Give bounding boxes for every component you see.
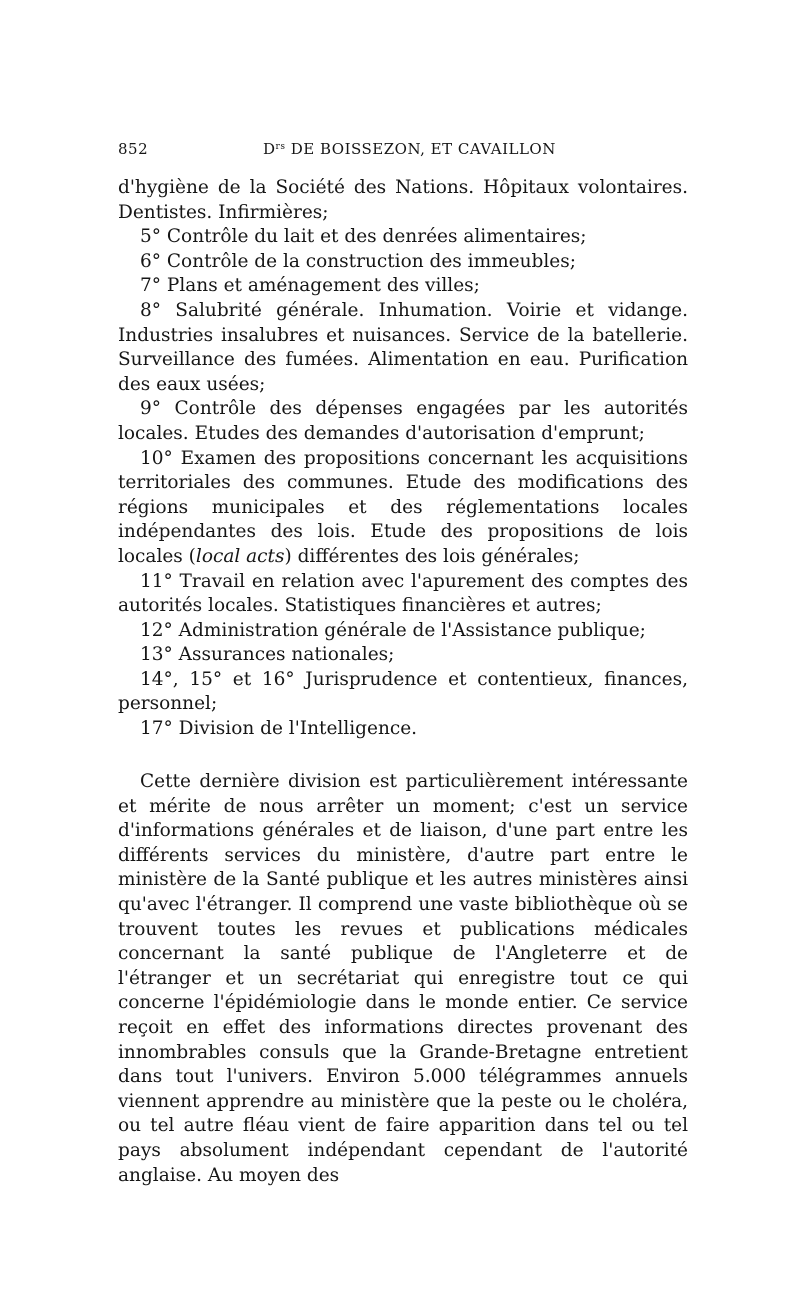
- list-item-12: 12° Administration générale de l'Assistance publique;: [140, 619, 646, 641]
- list-item-13: 13° Assurances nationales;: [140, 644, 395, 666]
- list-item-10-text: 10° Examen des propositions concernant les acquisitions territoriales des communes. Etude des modifications des régions municipales et des réglementations locales indépendantes des lois. Etude des propositions de lois locales (: [118, 447, 688, 567]
- list-item-10: [118, 447, 688, 570]
- body-paragraph: Cette dernière division est particulièrement intéressante et mérite de nous arrêter un moment; c'est un service d'informations générales et de liaison, d'une part entre les différents services du ministère, d'autre part entre le ministère de la Santé publique et les autres ministères ainsi qu'avec l'étranger. Il comprend une vaste bibliothèque où se trouvent toutes les revues et publications médicales concernant la santé publique de l'Angleterre et de l'étranger et un secrétariat qui enregistre tout ce qui concerne l'épidémiologie dans le monde entier. Ce service reçoit en effet des informations directes provenant des innombrables consuls que la Grande-Bretagne entretient dans tout l'univers. Environ 5.000 télégrammes annuels viennent apprendre au ministère que la peste ou le choléra, ou tel autre fléau vient de faire apparition dans tel ou tel pays absolument indépendant cependant de l'autorité anglaise. Au moyen des: [118, 771, 688, 1186]
- ministry-division-list: [118, 176, 688, 742]
- running-title-rest: DE BOISSEZON, ET CAVAILLON: [285, 140, 556, 158]
- list-item-7: 7° Plans et aménagement des villes;: [140, 275, 480, 297]
- page-number: 852: [118, 140, 149, 158]
- list-item-5: 5° Contrôle du lait et des denrées alimentaires;: [140, 226, 587, 248]
- list-item-8: 8° Salubrité générale. Inhumation. Voirie et vidange. Industries insalubres et nuisances. Service de la batellerie. Surveillance des fumées. Alimentation en eau. Purification des eaux usées;: [118, 299, 688, 395]
- list-item-10-italic: local acts: [195, 545, 285, 567]
- list-continuation: d'hygiène de la Société des Nations. Hôpitaux volontaires. Dentistes. Infirmières;: [118, 177, 688, 223]
- page-header: [118, 140, 688, 164]
- list-item-10-end: ) différentes des lois générales;: [284, 545, 580, 567]
- list-item-6: 6° Contrôle de la construction des immeubles;: [140, 250, 576, 272]
- list-item-17: 17° Division de l'Intelligence.: [140, 718, 418, 740]
- running-title-prefix: D: [263, 140, 276, 158]
- list-item-9: 9° Contrôle des dépenses engagées par les autorités locales. Etudes des demandes d'autorisation d'emprunt;: [118, 398, 688, 444]
- list-item-14: 14°, 15° et 16° Jurisprudence et contentieux, finances, personnel;: [118, 668, 688, 715]
- body-paragraph-block: [118, 770, 688, 1188]
- list-item-11: 11° Travail en relation avec l'apurement des comptes des autorités locales. Statistiques financières et autres;: [118, 570, 688, 617]
- running-title-superscript: rs: [275, 142, 286, 152]
- running-title: [263, 140, 556, 158]
